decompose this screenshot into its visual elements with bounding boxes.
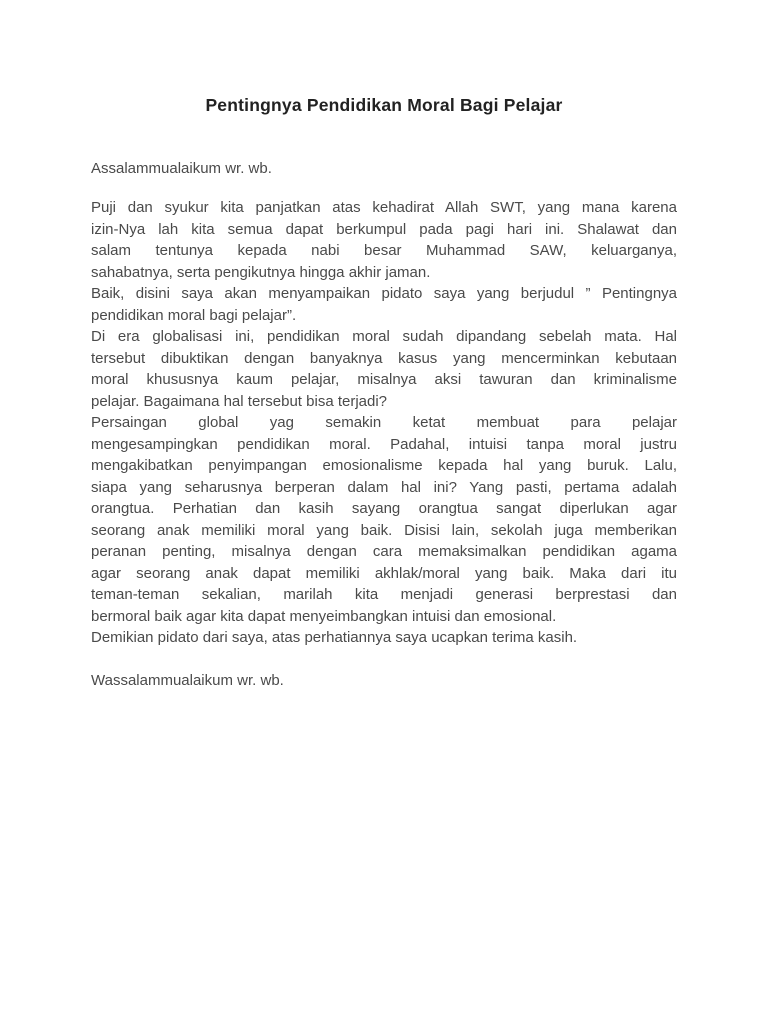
text-line: Persaingan global yag semakin ketat membuat para pelajar xyxy=(91,414,677,431)
paragraph xyxy=(91,283,677,326)
text-line: moral khususnya kaum pelajar, misalnya aksi tawuran dan kriminalisme xyxy=(91,371,677,388)
text-line: mengesampingkan pendidikan moral. Padahal, intuisi tanpa moral justru xyxy=(91,435,677,453)
text-line: orangtua. Perhatian dan kasih sayang orangtua sangat diperlukan agar xyxy=(91,500,677,517)
paragraph xyxy=(91,197,677,283)
text-line: peranan penting, misalnya dengan cara memaksimalkan pendidikan agama xyxy=(91,543,677,560)
closing-salutation: Wassalammualaikum wr. wb. xyxy=(91,672,284,689)
text-line: bermoral baik agar kita dapat menyeimbangkan intuisi dan emosional. xyxy=(91,607,557,625)
text-line: pendidikan moral bagi pelajar”. xyxy=(91,306,297,324)
text-line: Di era globalisasi ini, pendidikan moral sudah dipandang sebelah mata. Hal xyxy=(91,328,677,345)
text-line: pelajar. Bagaimana hal tersebut bisa terjadi? xyxy=(91,392,388,410)
text-line: Puji dan syukur kita panjatkan atas kehadirat Allah SWT, yang mana karena xyxy=(91,199,677,216)
document-content xyxy=(91,0,677,692)
text-line: salam tentunya kepada nabi besar Muhammad SAW, keluarganya, xyxy=(91,242,677,259)
paragraph xyxy=(91,627,677,649)
opening-salutation: Assalammualaikum wr. wb. xyxy=(91,160,272,177)
text-line: siapa yang seharusnya berperan dalam hal ini? Yang pasti, pertama adalah xyxy=(91,478,677,496)
text-line: agar seorang anak dapat memiliki akhlak/moral yang baik. Maka dari itu xyxy=(91,564,677,582)
paragraph xyxy=(91,412,677,627)
text-line: teman-teman sekalian, marilah kita menjadi generasi berprestasi dan xyxy=(91,586,677,603)
text-line: tersebut dibuktikan dengan banyaknya kasus yang mencerminkan kebutaan xyxy=(91,349,677,367)
paragraph xyxy=(91,326,677,412)
text-line: izin-Nya lah kita semua dapat berkumpul pada pagi hari ini. Shalawat dan xyxy=(91,220,677,238)
text-line: sahabatnya, serta pengikutnya hingga akhir jaman. xyxy=(91,263,431,281)
body-paragraphs xyxy=(91,197,677,649)
text-line: Demikian pidato dari saya, atas perhatiannya saya ucapkan terima kasih. xyxy=(91,629,578,646)
text-line: seorang anak memiliki moral yang baik. Disisi lain, sekolah juga memberikan xyxy=(91,521,677,539)
text-line: Baik, disini saya akan menyampaikan pidato saya yang berjudul ” Pentingnya xyxy=(91,285,677,302)
text-line: mengakibatkan penyimpangan emosionalisme kepada hal yang buruk. Lalu, xyxy=(91,457,677,474)
document-title: Pentingnya Pendidikan Moral Bagi Pelajar xyxy=(205,95,563,115)
